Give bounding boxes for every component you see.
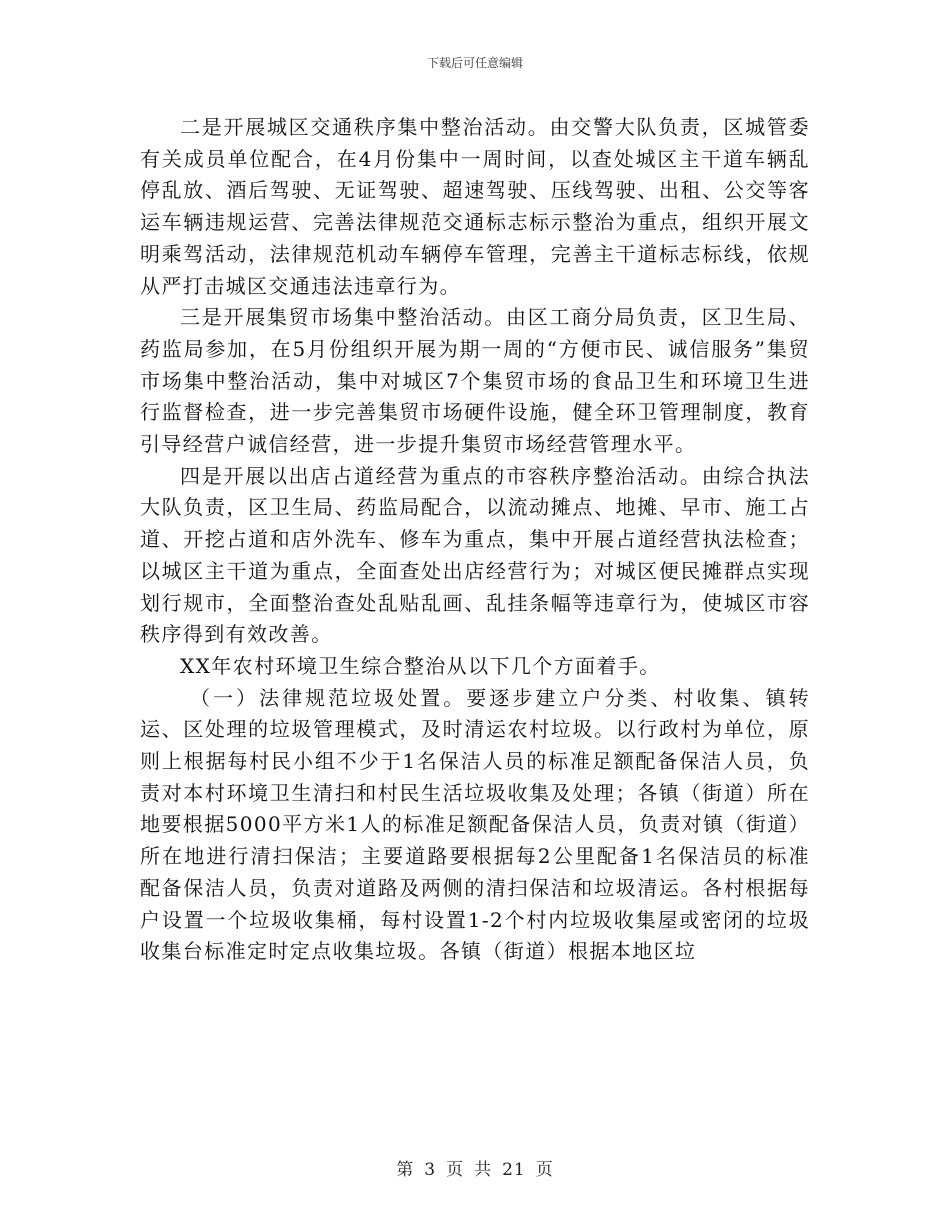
footer-label-total: 共	[474, 1160, 493, 1180]
paragraph-rural-intro: XX年农村环境卫生综合整治从以下几个方面着手。	[180, 653, 661, 678]
footer-label-unit2: 页	[535, 1160, 554, 1180]
paragraph-street-order: 四是开展以出店占道经营为重点的市容秩序整治活动。由综合执法大队负责，区卫生局、药监局配合，以流动摊点、地摊、早市、施工占道、开挖占道和店外洗车、修车为重点，集中开展占道经营执法检查；以城区主干道为重点，全面查处出店经营行为；对城区便民摊群点实现划行规市，全面整治查处乱贴乱画、乱挂条幅等违章行为，使城区市容秩序得到有效改善。	[140, 463, 810, 647]
page-header: 下载后可任意编辑	[426, 56, 523, 70]
footer-label-page: 第	[396, 1160, 415, 1180]
paragraph-waste-disposal: （一）法律规范垃圾处置。要逐步建立户分类、村收集、镇转运、区处理的垃圾管理模式，及时清运农村垃圾。以行政村为单位，原则上根据每村民小组不少于1名保洁人员的标准足额配备保洁人员，负责对本村环境卫生清扫和村民生活垃圾收集及处理；各镇（街道）所在地要根据5000平方米1人的标准足额配备保洁人员，负责对镇（街道）所在地进行清扫保洁；主要道路要根据每2公里配备1名保洁员的标准配备保洁人员，负责对道路及两侧的清扫保洁和垃圾清运。各村根据每户设置一个垃圾收集桶，每村设置1-2个村内垃圾收集屋或密闭的垃圾收集台标准定时定点收集垃圾。各镇（街道）根据本地区垃	[140, 685, 810, 964]
paragraph-market: 三是开展集贸市场集中整治活动。由区工商分局负责，区卫生局、药监局参加，在5月份组织开展为期一周的“方便市民、诚信服务”集贸市场集中整治活动，集中对城区7个集贸市场的食品卫生和环境卫生进行监督检查，进一步完善集贸市场硬件设施，健全环卫管理制度，教育引导经营户诚信经营，进一步提升集贸市场经营管理水平。	[140, 305, 810, 457]
footer-total-pages: 21	[502, 1160, 526, 1180]
paragraph-traffic: 二是开展城区交通秩序集中整治活动。由交警大队负责，区城管委有关成员单位配合，在4月份集中一周时间，以查处城区主干道车辆乱停乱放、酒后驾驶、无证驾驶、超速驾驶、压线驾驶、出租、公交等客运车辆违规运营、完善法律规范交通标志标示整治为重点，组织开展文明乘驾活动，法律规范机动车辆停车管理，完善主干道标志标线，依规从严打击城区交通违法违章行为。	[140, 115, 810, 298]
document-body	[140, 112, 810, 968]
page-footer	[0, 1155, 950, 1180]
footer-current-page: 3	[424, 1160, 437, 1180]
footer-label-unit: 页	[446, 1160, 465, 1180]
